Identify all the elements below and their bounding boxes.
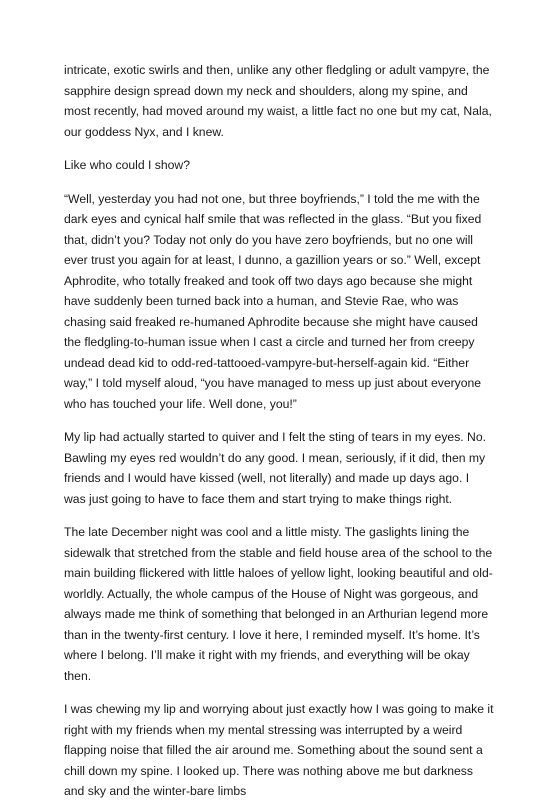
paragraph-3: “Well, yesterday you had not one, but three boyfriends,” I told the me with the dark eyes and cynical half smile that was reflected in the glass. “But you fixed that, didn’t you? Today not only do you have zero boyfriends, but no one will ever trust you again for at least, I dunno, a gazillion years or so.” Well, except Aphrodite, who totally freaked and took off two days ago because she might have suddenly been turned back into a human, and Stevie Rae, who was chasing said freaked re-humaned Aphrodite because she might have caused the fledgling-to-human issue when I cast a circle and turned her from creepy undead dead kid to odd-red-tattooed-vampyre-but-herself-again kid. “Either way,” I told myself aloud, “you have managed to mess up just about everyone who has touched your life. Well done, you!” — [64, 191, 482, 411]
paragraph-5: The late December night was cool and a little misty. The gaslights lining the sidewalk that stretched from the stable and field house area of the school to the main building flickered with little haloes of yellow light, looking beautiful and old-worldly. Actually, the whole campus of the House of Night was gorgeous, and always made me think of something that belonged in an Arthurian legend more than in the twenty-first century. I love it here, I reminded myself. It’s home. It’s where I belong. I’ll make it right with my friends, and everything will be okay then. — [64, 525, 493, 683]
paragraph-4: My lip had actually started to quiver and I felt the sting of tears in my eyes. No. Bawling my eyes red wouldn’t do any good. I mean, seriously, if it did, then my friends and I would have kissed (well, not literally) and made up days ago. I was just going to have to face them and start trying to make things right. — [64, 430, 487, 506]
paragraph-1: intricate, exotic swirls and then, unlike any other fledgling or adult vampyre, the sapphire design spread down my neck and shoulders, along my spine, and most recently, had moved around my waist, a little fact no one but my cat, Nala, our goddess Nyx, and I knew. — [64, 63, 492, 139]
paragraph-2: Like who could I show? — [64, 158, 191, 172]
paragraph-6: I was chewing my lip and worrying about just exactly how I was going to make it right with my friends when my mental stressing was interrupted by a weird flapping noise that filled the air around me. Something about the sound sent a chill down my spine. I looked up. There was nothing above me but darkness and sky and the winter-bare limbs — [64, 702, 494, 798]
